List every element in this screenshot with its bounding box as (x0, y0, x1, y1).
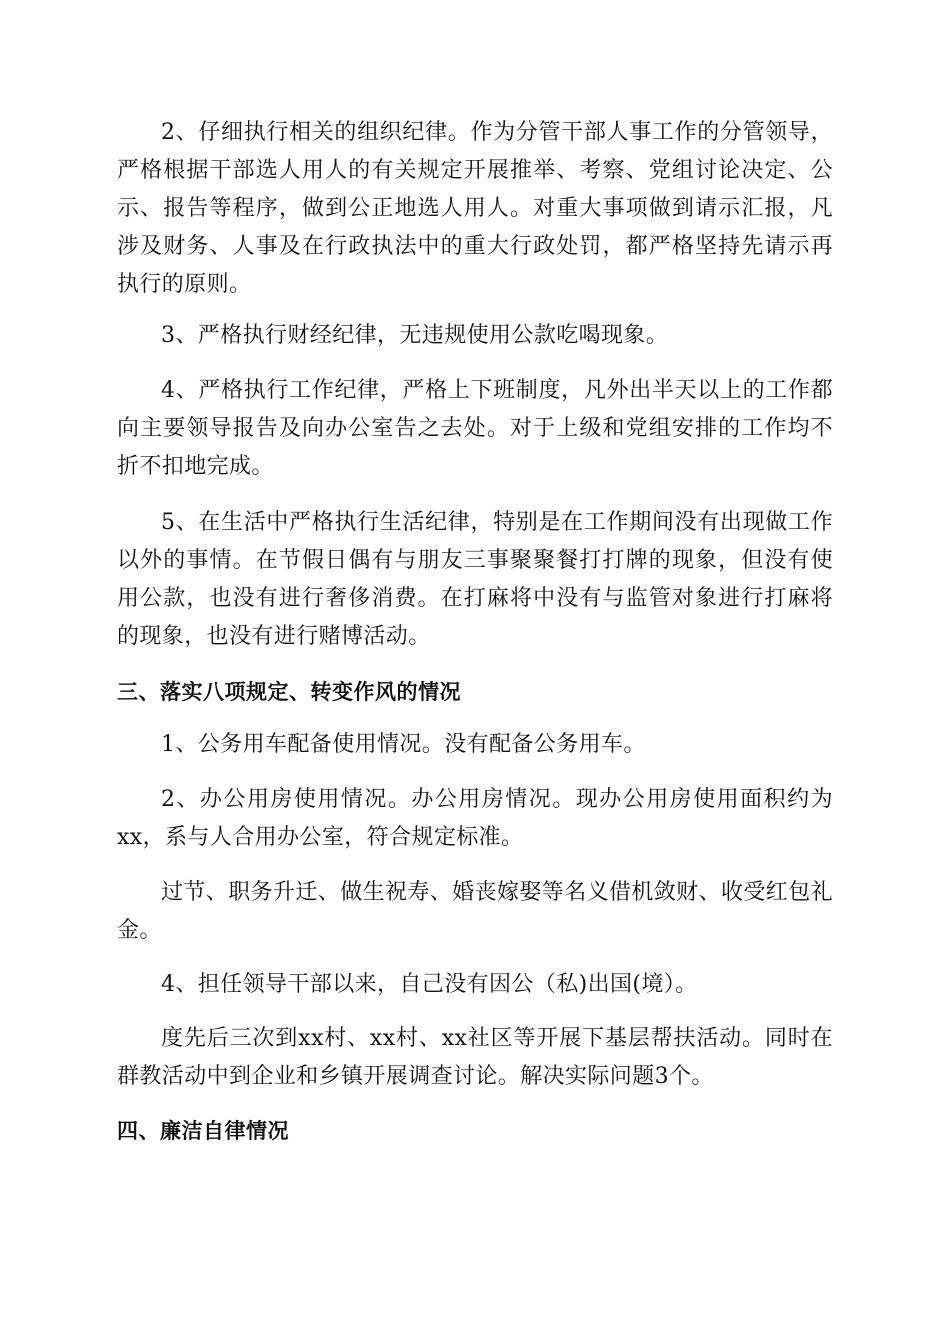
paragraph-gifts: 过节、职务升迁、做生祝寿、婚丧嫁娶等名义借机敛财、收受红包礼金。 (117, 880, 834, 943)
paragraph-life-discipline: 5、在生活中严格执行生活纪律，特别是在工作期间没有出现做工作以外的事情。在节假日偶有与朋友三事聚聚餐打打牌的现象，但没有使用公款，也没有进行奢侈消费。在打麻将中没有与监管对象进行打麻将的现象，也没有进行赌博活动。 (117, 510, 833, 649)
paragraph-work-discipline: 4、严格执行工作纪律，严格上下班制度，凡外出半天以上的工作都向主要领导报告及向办公室告之去处。对于上级和党组安排的工作均不折不扣地完成。 (117, 378, 833, 479)
paragraph-overseas-travel: 4、担任领导干部以来，自己没有因公（私)出国(境）。 (161, 972, 698, 997)
paragraph-office-space: 2、办公用房使用情况。办公用房情况。现办公用房使用面积约为xx，系与人合用办公室，符合规定标准。 (117, 787, 833, 850)
paragraph-organization-discipline: 2、仔细执行相关的组织纪律。作为分管干部人事工作的分管领导，严格根据干部选人用人的有关规定开展推举、考察、党组讨论决定、公示、报告等程序，做到公正地选人用人。对重大事项做到请示汇报，凡涉及财务、人事及在行政执法中的重大行政处罚，都严格坚持先请示再执行的原则。 (117, 120, 833, 297)
section-heading-four: 四、廉洁自律情况 (117, 1119, 289, 1143)
section-heading-three: 三、落实八项规定、转变作风的情况 (117, 680, 461, 704)
paragraph-official-car: 1、公务用车配备使用情况。没有配备公务用车。 (161, 732, 646, 757)
paragraph-grassroots-activities: 度先后三次到xx村、xx村、xx社区等开展下基层帮扶活动。同时在群教活动中到企业和乡镇开展调查讨论。解决实际问题3个。 (117, 1026, 833, 1089)
paragraph-financial-discipline: 3、严格执行财经纪律，无违规使用公款吃喝现象。 (161, 323, 669, 348)
